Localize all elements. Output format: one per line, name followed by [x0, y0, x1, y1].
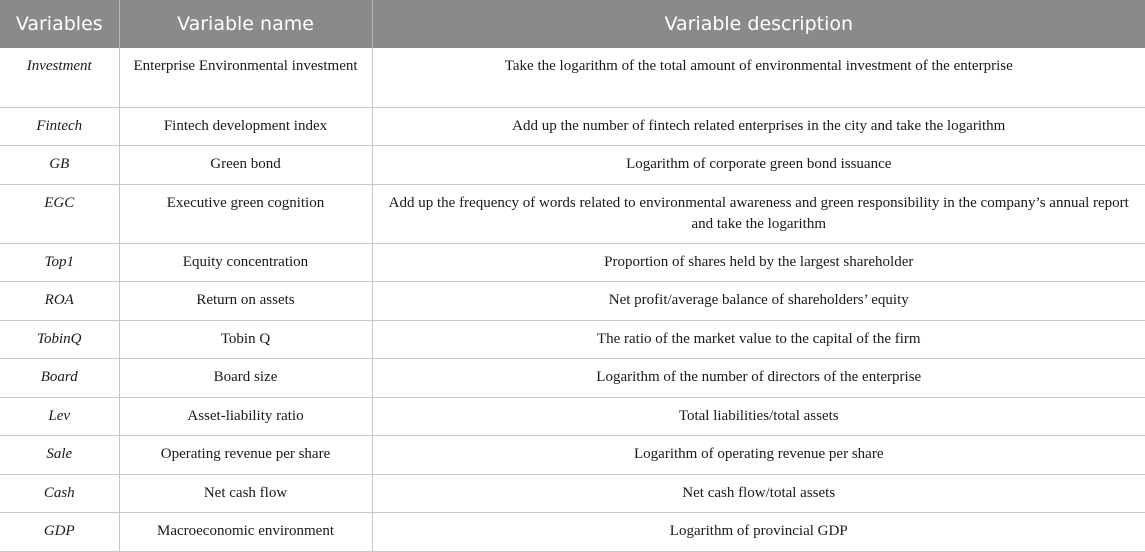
variable-name-cell: Macroeconomic environment	[119, 513, 372, 552]
variable-description-cell: Add up the number of fintech related enterprises in the city and take the logarithm	[372, 107, 1145, 146]
variable-description-cell: Take the logarithm of the total amount of environmental investment of the enterprise	[372, 48, 1145, 107]
variable-name-cell: Fintech development index	[119, 107, 372, 146]
variable-cell: GB	[0, 146, 119, 185]
variable-cell: Lev	[0, 397, 119, 436]
header-variable-name: Variable name	[119, 0, 372, 48]
table-row	[0, 48, 1145, 107]
header-row	[0, 0, 1145, 48]
variable-cell: GDP	[0, 513, 119, 552]
table-row	[0, 320, 1145, 359]
variable-cell: Board	[0, 359, 119, 398]
variable-name-cell: Green bond	[119, 146, 372, 185]
table-row	[0, 146, 1145, 185]
variable-name-cell: Executive green cognition	[119, 184, 372, 243]
variable-cell: EGC	[0, 184, 119, 243]
variable-description-cell: The ratio of the market value to the capital of the firm	[372, 320, 1145, 359]
variable-description-cell: Logarithm of corporate green bond issuance	[372, 146, 1145, 185]
variable-name-cell: Return on assets	[119, 282, 372, 321]
table-row	[0, 397, 1145, 436]
variable-description-cell: Total liabilities/total assets	[372, 397, 1145, 436]
variable-name-cell: Enterprise Environmental investment	[119, 48, 372, 107]
variable-cell: Cash	[0, 474, 119, 513]
variable-description-cell: Net cash flow/total assets	[372, 474, 1145, 513]
header-variable-description: Variable description	[372, 0, 1145, 48]
variable-cell: Investment	[0, 48, 119, 107]
table-header	[0, 0, 1145, 48]
table-body	[0, 48, 1145, 551]
table-row	[0, 513, 1145, 552]
table-row	[0, 107, 1145, 146]
variable-description-cell: Net profit/average balance of shareholders’ equity	[372, 282, 1145, 321]
variable-description-cell: Logarithm of provincial GDP	[372, 513, 1145, 552]
variable-cell: TobinQ	[0, 320, 119, 359]
variable-name-cell: Tobin Q	[119, 320, 372, 359]
table-row	[0, 474, 1145, 513]
variable-cell: Fintech	[0, 107, 119, 146]
header-variables: Variables	[15, 13, 103, 35]
table-row	[0, 359, 1145, 398]
table-row	[0, 436, 1145, 475]
variable-description-cell: Add up the frequency of words related to environmental awareness and green responsibility in the company’s annual report and take the logarithm	[372, 184, 1145, 243]
variable-name-cell: Board size	[119, 359, 372, 398]
variable-description-cell: Logarithm of operating revenue per share	[372, 436, 1145, 475]
variable-name-cell: Equity concentration	[119, 243, 372, 282]
variable-name-cell: Asset-liability ratio	[119, 397, 372, 436]
variable-name-cell: Net cash flow	[119, 474, 372, 513]
table-row	[0, 184, 1145, 243]
variable-cell: Sale	[0, 436, 119, 475]
variable-description-cell: Logarithm of the number of directors of the enterprise	[372, 359, 1145, 398]
variable-name-cell: Operating revenue per share	[119, 436, 372, 475]
variable-cell: ROA	[0, 282, 119, 321]
variable-cell: Top1	[0, 243, 119, 282]
table-row	[0, 282, 1145, 321]
variable-description-cell: Proportion of shares held by the largest shareholder	[372, 243, 1145, 282]
table-row	[0, 243, 1145, 282]
